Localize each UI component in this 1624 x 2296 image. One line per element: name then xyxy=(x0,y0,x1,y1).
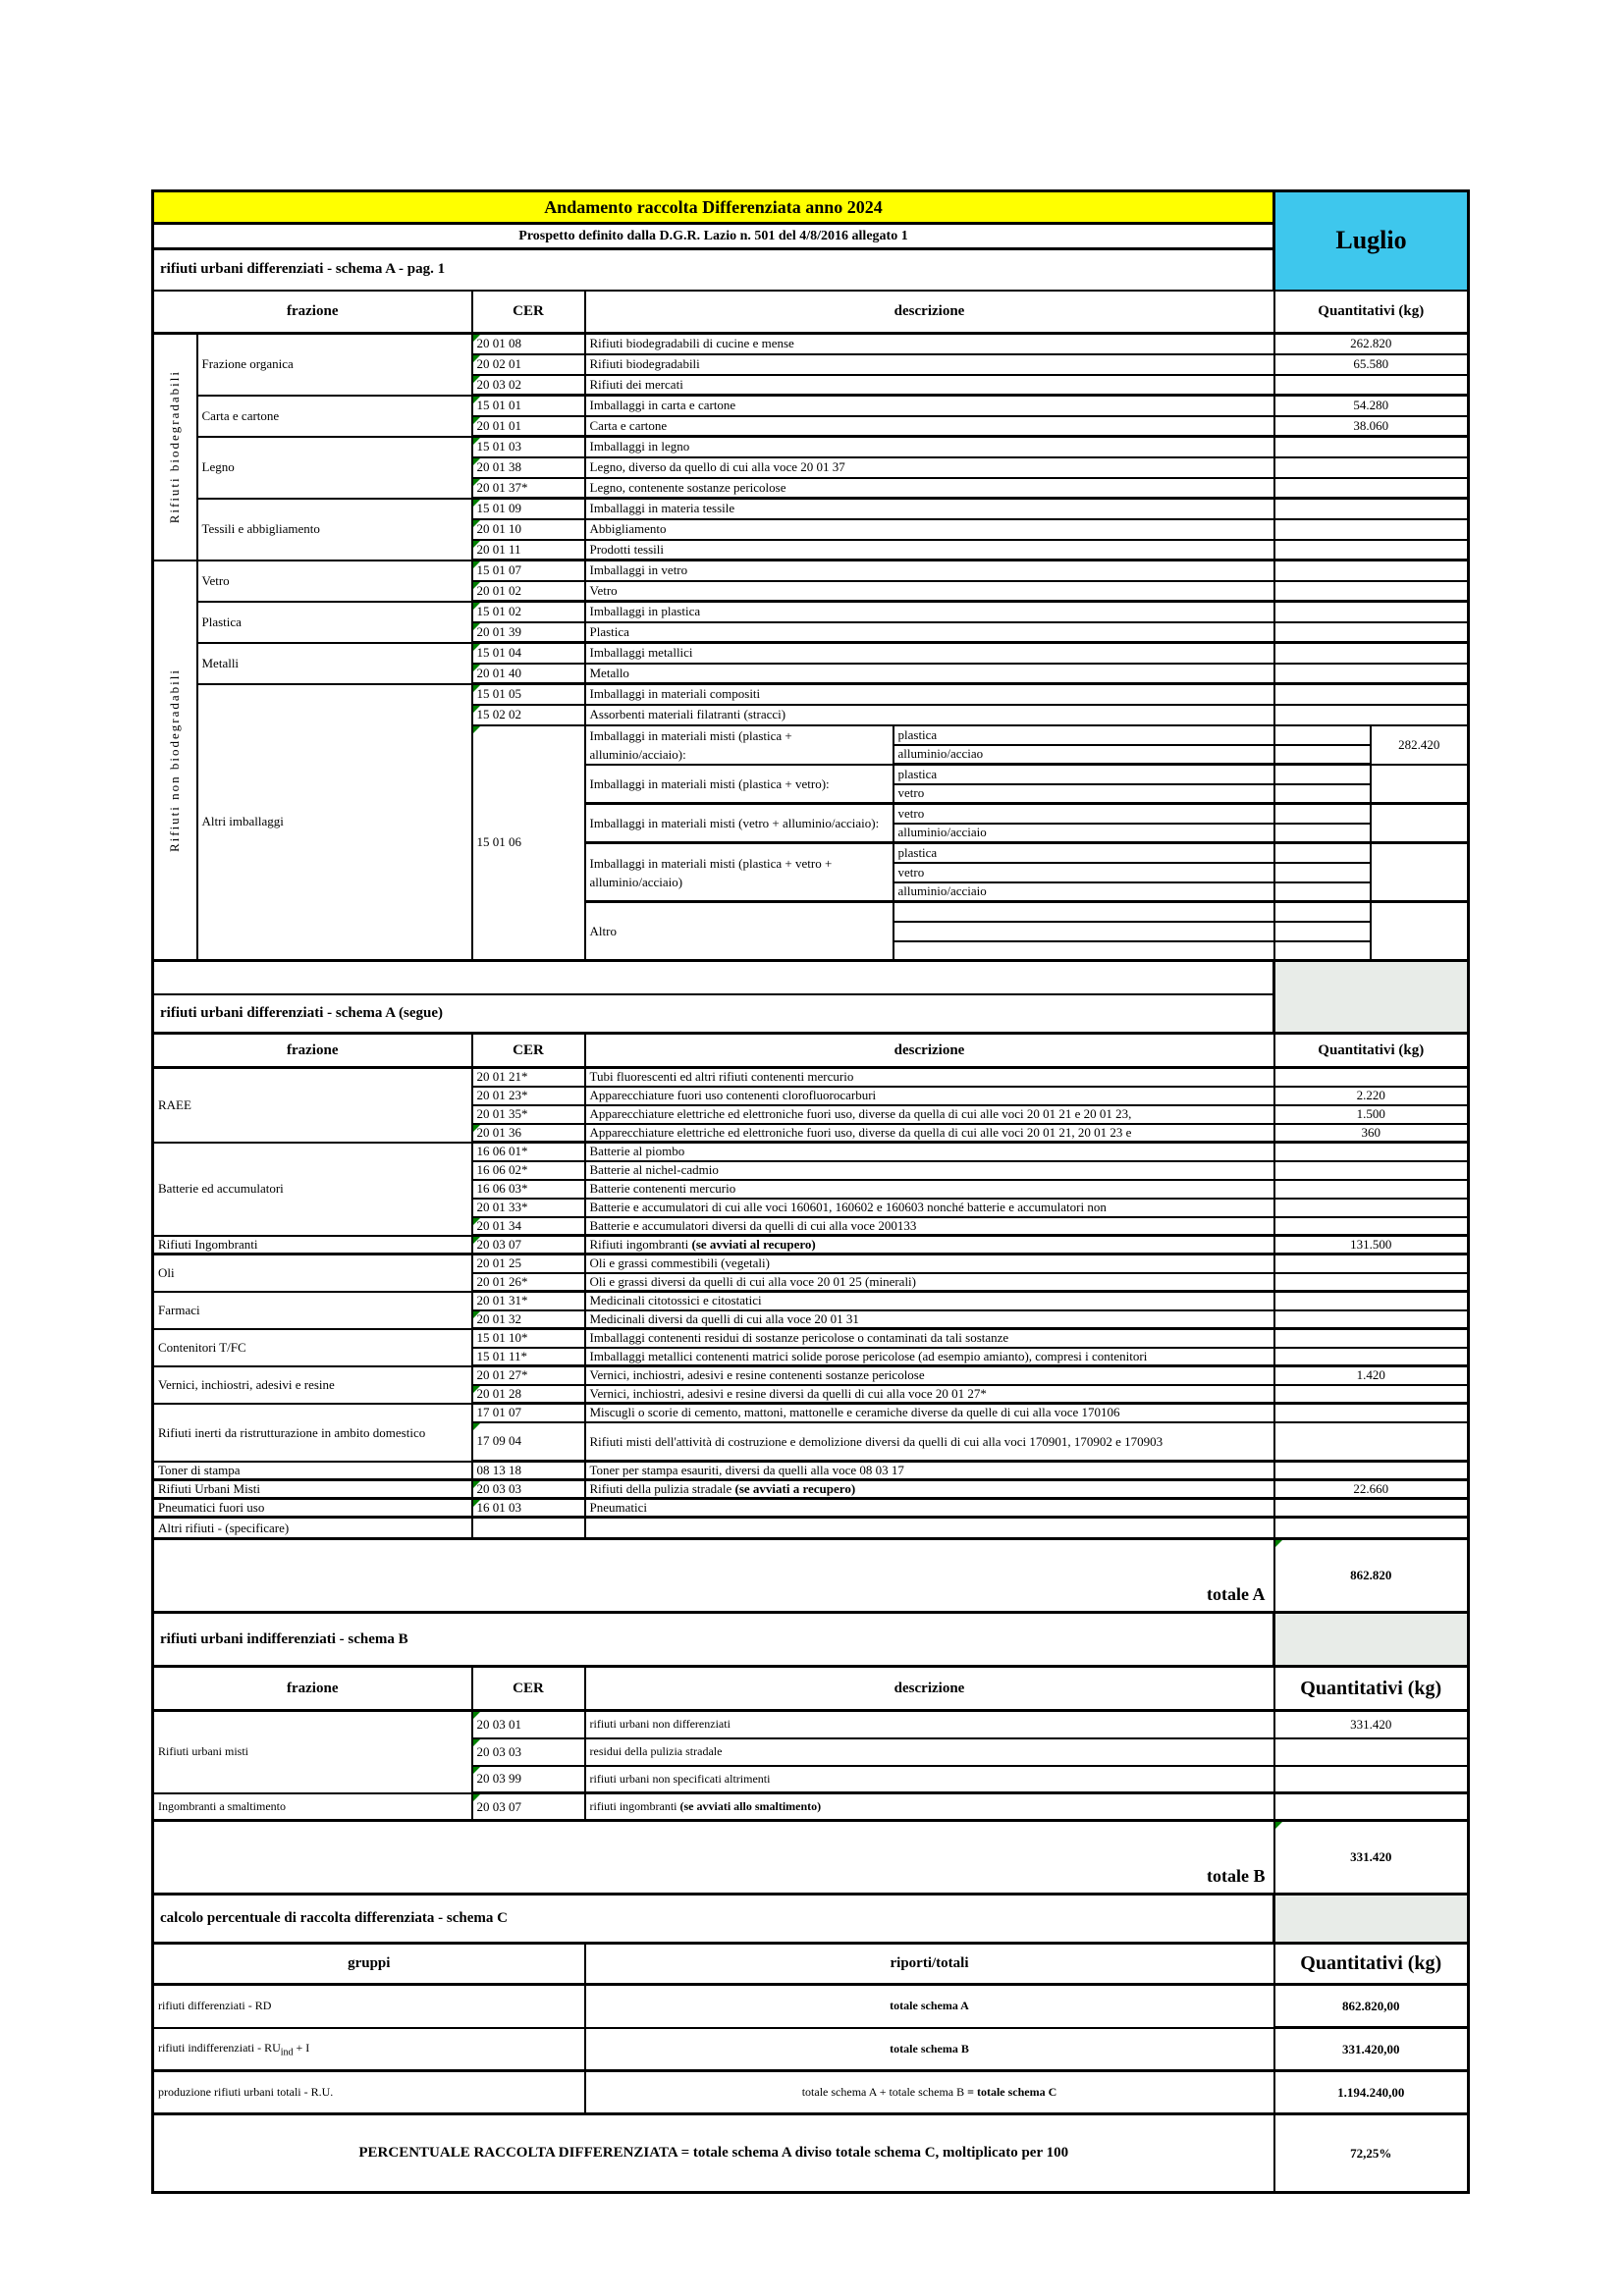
nonbio-vertical-label: Rifiuti non biodegradabili xyxy=(167,667,183,852)
qty-cell: 1.500 xyxy=(1274,1105,1469,1124)
misti-group-label: Altro xyxy=(585,902,893,961)
misti-sub-cell: plastica xyxy=(893,765,1274,784)
qty-cell xyxy=(1274,1255,1469,1273)
desc-cell: Apparecchiature fuori uso contenenti clorofluorocarburi xyxy=(585,1087,1274,1105)
cer-cell: 16 06 01* xyxy=(472,1143,585,1161)
desc-bold-text: (se avviati allo smaltimento) xyxy=(679,1799,822,1813)
cer-cell: 15 01 01 xyxy=(472,396,585,416)
desc-cell: Imballaggi contenenti residui di sostanze pericolose o contaminati da tali sostanze xyxy=(585,1329,1274,1348)
header-frazione: frazione xyxy=(153,291,472,334)
desc-cell: Apparecchiature elettriche ed elettroniche fuori uso, diverse da quella di cui alle voci 20 01 21 e 20 01 23, xyxy=(585,1105,1274,1124)
gruppo-cell: produzione rifiuti urbani totali - R.U. xyxy=(153,2071,585,2114)
cer-cell: 20 01 39 xyxy=(472,622,585,643)
qty-sub-cell xyxy=(1274,804,1371,824)
misti-group-label: Imballaggi in materiali misti (plastica + alluminio/acciaio): xyxy=(585,725,893,765)
header-riporti: riporti/totali xyxy=(585,1944,1274,1985)
cer-cell: 20 01 27* xyxy=(472,1366,585,1385)
desc-cell: Imballaggi in materiali compositi xyxy=(585,684,1274,705)
desc-cell: residui della pulizia stradale xyxy=(585,1738,1274,1766)
cer-cell: 15 02 02 xyxy=(472,705,585,725)
cer-cell: 16 06 02* xyxy=(472,1161,585,1180)
desc-cell: Legno, diverso da quello di cui alla voce 20 01 37 xyxy=(585,457,1274,478)
desc-cell: rifiuti urbani non specificati altrimenti xyxy=(585,1766,1274,1793)
qty-cell: 1.420 xyxy=(1274,1366,1469,1385)
gruppo-subscript: ind xyxy=(280,2046,294,2057)
percentuale-value: 72,25% xyxy=(1274,2114,1469,2193)
cer-cell: 17 09 04 xyxy=(472,1422,585,1462)
schema-a2-title: rifiuti urbani differenziati - schema A (segue) xyxy=(153,994,1274,1034)
desc-cell: Imballaggi in legno xyxy=(585,437,1274,457)
schema-b-titleblock xyxy=(151,1611,1470,1668)
desc-cell: Batterie e accumulatori di cui alle voci 160601, 160602 e 160603 nonché batterie e accumulatori non xyxy=(585,1199,1274,1217)
qty-cell xyxy=(1274,499,1469,519)
riporto-text: totale schema A + totale schema B xyxy=(801,2085,968,2099)
qty-cell xyxy=(1274,540,1469,561)
misti-sub-cell xyxy=(893,941,1274,961)
qty-cell xyxy=(1274,1404,1469,1422)
cer-cell: 20 01 01 xyxy=(472,416,585,437)
desc-cell: Legno, contenente sostanze pericolose xyxy=(585,478,1274,499)
gruppo-cell: rifiuti differenziati - RD xyxy=(153,1985,585,2028)
schema-a1-title: rifiuti urbani differenziati - schema A - pag. 1 xyxy=(153,249,1274,291)
riporto-bold-text: = totale schema C xyxy=(967,2085,1057,2099)
desc-cell: Oli e grassi commestibili (vegetali) xyxy=(585,1255,1274,1273)
qty-cell xyxy=(1274,602,1469,622)
totale-a-value: 862.820 xyxy=(1274,1539,1469,1613)
desc-cell: Metallo xyxy=(585,664,1274,684)
misti-sub-cell: plastica xyxy=(893,843,1274,863)
cer-cell: 20 03 99 xyxy=(472,1766,585,1793)
qty-sub-cell xyxy=(1274,863,1371,882)
qty-cell xyxy=(1274,561,1469,581)
header-gruppi: gruppi xyxy=(153,1944,585,1985)
qty-sub-cell xyxy=(1274,882,1371,902)
cer-cell: 20 03 07 xyxy=(472,1793,585,1821)
desc-text: Rifiuti della pulizia stradale xyxy=(589,1481,735,1496)
misti-sub-cell xyxy=(893,922,1274,941)
gruppo-cell xyxy=(153,2028,585,2071)
bio-vertical-label: Rifiuti biodegradabili xyxy=(167,370,183,524)
qty-sub-cell xyxy=(1274,922,1371,941)
qty-cell xyxy=(1274,1738,1469,1766)
frazione-cell: Altri rifiuti - (specificare) xyxy=(153,1518,472,1539)
qty-cell xyxy=(1274,664,1469,684)
cer-cell-150106: 15 01 06 xyxy=(472,725,585,961)
cer-cell: 20 03 07 xyxy=(472,1236,585,1255)
frazione-cell: Tessili e abbigliamento xyxy=(197,499,472,561)
desc-cell: Vernici, inchiostri, adesivi e resine diversi da quelli di cui alla voce 20 01 27* xyxy=(585,1385,1274,1404)
qty-cell xyxy=(1274,1310,1469,1329)
qty-sub-cell xyxy=(1274,725,1371,745)
qty-cell xyxy=(1274,1329,1469,1348)
qty-cell xyxy=(1274,437,1469,457)
cer-cell: 20 01 37* xyxy=(472,478,585,499)
cer-cell: 20 01 10 xyxy=(472,519,585,540)
qty-cell xyxy=(1274,1068,1469,1087)
qty-cell: 1.194.240,00 xyxy=(1274,2071,1469,2114)
group-label-nonbio xyxy=(153,561,197,961)
cer-cell: 20 01 23* xyxy=(472,1087,585,1105)
schema-c-table xyxy=(151,1942,1470,2194)
qty-cell: 282.420 xyxy=(1371,725,1469,765)
frazione-cell: Ingombranti a smaltimento xyxy=(153,1793,472,1821)
gray-cell xyxy=(1274,1613,1469,1667)
cer-cell: 20 02 01 xyxy=(472,354,585,375)
cer-cell: 20 01 11 xyxy=(472,540,585,561)
gruppo-text: rifiuti indifferenziati - RU xyxy=(158,2040,281,2055)
frazione-cell: Metalli xyxy=(197,643,472,684)
cer-cell: 20 01 36 xyxy=(472,1124,585,1143)
report-title: Andamento raccolta Differenziata anno 2024 xyxy=(153,191,1274,224)
qty-sub-cell xyxy=(1274,902,1371,922)
gruppo-text-after: + I xyxy=(293,2040,310,2055)
desc-cell: Pneumatici xyxy=(585,1499,1274,1518)
header-quantitativi: Quantitativi (kg) xyxy=(1274,291,1469,334)
cer-cell: 20 01 34 xyxy=(472,1217,585,1236)
cer-cell: 20 01 35* xyxy=(472,1105,585,1124)
cer-cell: 20 01 33* xyxy=(472,1199,585,1217)
qty-cell: 65.580 xyxy=(1274,354,1469,375)
frazione-cell: Rifiuti urbani misti xyxy=(153,1711,472,1793)
misti-group-label: Imballaggi in materiali misti (plastica + vetro): xyxy=(585,765,893,804)
header-frazione: frazione xyxy=(153,1034,472,1068)
qty-cell xyxy=(1274,457,1469,478)
desc-cell: Vetro xyxy=(585,581,1274,602)
cer-cell: 15 01 04 xyxy=(472,643,585,664)
totale-b-label: totale B xyxy=(153,1821,1274,1895)
cer-cell: 20 01 26* xyxy=(472,1273,585,1292)
qty-cell xyxy=(1371,902,1469,961)
schema-a2-table xyxy=(151,1032,1470,1614)
qty-cell xyxy=(1274,1793,1469,1821)
cer-cell: 16 01 03 xyxy=(472,1499,585,1518)
qty-cell: 2.220 xyxy=(1274,1087,1469,1105)
cer-cell: 20 03 03 xyxy=(472,1480,585,1499)
desc-cell xyxy=(585,1793,1274,1821)
totale-a-label: totale A xyxy=(153,1539,1274,1613)
cer-cell: 15 01 05 xyxy=(472,684,585,705)
qty-cell: 131.500 xyxy=(1274,1236,1469,1255)
frazione-cell: Carta e cartone xyxy=(197,396,472,437)
header-cer: CER xyxy=(472,291,585,334)
qty-cell: 862.820,00 xyxy=(1274,1985,1469,2028)
desc-cell: Medicinali citotossici e citostatici xyxy=(585,1292,1274,1310)
desc-bold-text: (se avviati al recupero) xyxy=(691,1237,816,1252)
desc-bold-text: (se avviati a recupero) xyxy=(734,1481,856,1496)
qty-cell xyxy=(1274,643,1469,664)
cer-cell: 20 01 25 xyxy=(472,1255,585,1273)
riporto-cell: totale schema A xyxy=(585,1985,1274,2028)
frazione-cell: Rifiuti inerti da ristrutturazione in ambito domestico xyxy=(153,1404,472,1462)
desc-cell: Oli e grassi diversi da quelli di cui alla voce 20 01 25 (minerali) xyxy=(585,1273,1274,1292)
desc-cell: Medicinali diversi da quelli di cui alla voce 20 01 31 xyxy=(585,1310,1274,1329)
qty-cell xyxy=(1274,1180,1469,1199)
qty-cell xyxy=(1274,1348,1469,1366)
qty-cell: 360 xyxy=(1274,1124,1469,1143)
totale-b-value: 331.420 xyxy=(1274,1821,1469,1895)
report-subtitle: Prospetto definito dalla D.G.R. Lazio n. 501 del 4/8/2016 allegato 1 xyxy=(153,224,1274,249)
header-cer: CER xyxy=(472,1667,585,1711)
cer-cell: 20 03 03 xyxy=(472,1738,585,1766)
qty-cell xyxy=(1274,1499,1469,1518)
desc-cell: Rifiuti dei mercati xyxy=(585,375,1274,396)
cer-cell: 20 01 08 xyxy=(472,334,585,354)
schema-c-title: calcolo percentuale di raccolta differenziata - schema C xyxy=(153,1895,1274,1944)
report-sheet xyxy=(151,189,1469,2194)
frazione-cell: Toner di stampa xyxy=(153,1462,472,1480)
frazione-cell: Legno xyxy=(197,437,472,499)
desc-cell: Plastica xyxy=(585,622,1274,643)
qty-cell: 38.060 xyxy=(1274,416,1469,437)
desc-cell: Rifiuti misti dell'attività di costruzione e demolizione diversi da quelli di cui alla voci 170901, 170902 e 170903 xyxy=(585,1422,1274,1462)
desc-cell: Batterie e accumulatori diversi da quelli di cui alla voce 200133 xyxy=(585,1217,1274,1236)
gray-cell xyxy=(1274,1895,1469,1944)
cer-cell: 15 01 02 xyxy=(472,602,585,622)
qty-cell xyxy=(1274,684,1469,705)
cer-cell: 20 01 40 xyxy=(472,664,585,684)
frazione-cell: Contenitori T/FC xyxy=(153,1329,472,1366)
group-label-bio xyxy=(153,334,197,561)
qty-cell xyxy=(1274,1217,1469,1236)
schema-c-titleblock xyxy=(151,1893,1470,1945)
qty-cell xyxy=(1274,1292,1469,1310)
frazione-cell: Farmaci xyxy=(153,1292,472,1329)
qty-cell xyxy=(1274,1161,1469,1180)
misti-sub-cell: alluminio/acciao xyxy=(893,745,1274,765)
qty-cell xyxy=(1274,1385,1469,1404)
misti-sub-cell: alluminio/acciaio xyxy=(893,882,1274,902)
desc-cell: Rifiuti biodegradabili di cucine e mense xyxy=(585,334,1274,354)
desc-cell: Batterie al nichel-cadmio xyxy=(585,1161,1274,1180)
schema-b-table xyxy=(151,1665,1470,1896)
qty-cell xyxy=(1274,1143,1469,1161)
month-cell: Luglio xyxy=(1274,191,1469,291)
cer-cell: 20 01 21* xyxy=(472,1068,585,1087)
desc-cell: rifiuti urbani non differenziati xyxy=(585,1711,1274,1738)
cer-cell: 15 01 11* xyxy=(472,1348,585,1366)
frazione-cell: Frazione organica xyxy=(197,334,472,396)
desc-cell: Apparecchiature elettriche ed elettroniche fuori uso, diverse da quella di cui alle voci 20 01 21, 20 01 23 e xyxy=(585,1124,1274,1143)
empty-row xyxy=(153,961,1274,994)
qty-cell xyxy=(1274,1518,1469,1539)
qty-cell xyxy=(1274,1766,1469,1793)
cer-cell: 20 01 31* xyxy=(472,1292,585,1310)
desc-cell: Imballaggi metallici contenenti matrici solide porose pericolose (ad esempio amianto), compresi i contenitori xyxy=(585,1348,1274,1366)
gray-cell xyxy=(1274,961,1469,1034)
qty-cell: 331.420,00 xyxy=(1274,2028,1469,2071)
cer-cell: 20 01 28 xyxy=(472,1385,585,1404)
qty-cell xyxy=(1274,478,1469,499)
desc-text: Rifiuti ingombranti xyxy=(589,1237,692,1252)
cer-cell: 20 01 32 xyxy=(472,1310,585,1329)
qty-cell xyxy=(1274,375,1469,396)
qty-sub-cell xyxy=(1274,745,1371,765)
frazione-cell: RAEE xyxy=(153,1068,472,1143)
desc-text: rifiuti ingombranti xyxy=(589,1799,680,1813)
desc-cell: Imballaggi in carta e cartone xyxy=(585,396,1274,416)
misti-sub-cell: vetro xyxy=(893,804,1274,824)
desc-cell: Rifiuti biodegradabili xyxy=(585,354,1274,375)
desc-cell: Prodotti tessili xyxy=(585,540,1274,561)
cer-cell xyxy=(472,1518,585,1539)
desc-cell: Assorbenti materiali filatranti (stracci) xyxy=(585,705,1274,725)
frazione-cell: Vetro xyxy=(197,561,472,602)
cer-cell: 20 01 02 xyxy=(472,581,585,602)
misti-sub-cell: vetro xyxy=(893,784,1274,804)
cer-cell: 15 01 09 xyxy=(472,499,585,519)
frazione-cell: Vernici, inchiostri, adesivi e resine xyxy=(153,1366,472,1404)
qty-cell: 331.420 xyxy=(1274,1711,1469,1738)
misti-group-label: Imballaggi in materiali misti (plastica + vetro + alluminio/acciaio) xyxy=(585,843,893,902)
frazione-cell: Oli xyxy=(153,1255,472,1292)
misti-sub-cell: alluminio/acciaio xyxy=(893,824,1274,843)
cer-cell: 15 01 03 xyxy=(472,437,585,457)
header-descrizione: descrizione xyxy=(585,291,1274,334)
header-quantitativi: Quantitativi (kg) xyxy=(1274,1667,1469,1711)
desc-cell: Batterie contenenti mercurio xyxy=(585,1180,1274,1199)
qty-sub-cell xyxy=(1274,941,1371,961)
desc-cell: Imballaggi metallici xyxy=(585,643,1274,664)
qty-cell: 22.660 xyxy=(1274,1480,1469,1499)
schema-a1-table xyxy=(151,189,1470,962)
frazione-cell: Altri imballaggi xyxy=(197,684,472,961)
frazione-cell: Plastica xyxy=(197,602,472,643)
desc-cell: Imballaggi in vetro xyxy=(585,561,1274,581)
header-descrizione: descrizione xyxy=(585,1667,1274,1711)
qty-cell xyxy=(1274,622,1469,643)
qty-cell xyxy=(1371,804,1469,843)
cer-cell: 20 01 38 xyxy=(472,457,585,478)
cer-cell: 17 01 07 xyxy=(472,1404,585,1422)
qty-cell xyxy=(1274,1199,1469,1217)
misti-group-label: Imballaggi in materiali misti (vetro + alluminio/acciaio): xyxy=(585,804,893,843)
qty-sub-cell xyxy=(1274,824,1371,843)
misti-sub-cell xyxy=(893,902,1274,922)
qty-sub-cell xyxy=(1274,784,1371,804)
cer-cell: 08 13 18 xyxy=(472,1462,585,1480)
qty-cell: 262.820 xyxy=(1274,334,1469,354)
qty-sub-cell xyxy=(1274,765,1371,784)
frazione-cell: Rifiuti Urbani Misti xyxy=(153,1480,472,1499)
header-descrizione: descrizione xyxy=(585,1034,1274,1068)
qty-cell: 54.280 xyxy=(1274,396,1469,416)
qty-cell xyxy=(1274,705,1469,725)
qty-cell xyxy=(1274,1422,1469,1462)
frazione-cell: Rifiuti Ingombranti xyxy=(153,1236,472,1255)
header-quantitativi: Quantitativi (kg) xyxy=(1274,1034,1469,1068)
frazione-cell: Batterie ed accumulatori xyxy=(153,1143,472,1236)
percentuale-label: PERCENTUALE RACCOLTA DIFFERENZIATA = totale schema A diviso totale schema C, moltiplicato per 100 xyxy=(153,2114,1274,2193)
header-frazione: frazione xyxy=(153,1667,472,1711)
schema-a2-titleblock xyxy=(151,959,1470,1035)
misti-sub-cell: plastica xyxy=(893,725,1274,745)
qty-cell xyxy=(1274,1273,1469,1292)
header-quantitativi: Quantitativi (kg) xyxy=(1274,1944,1469,1985)
desc-cell xyxy=(585,1236,1274,1255)
desc-cell: Imballaggi in plastica xyxy=(585,602,1274,622)
desc-cell: Batterie al piombo xyxy=(585,1143,1274,1161)
frazione-cell: Pneumatici fuori uso xyxy=(153,1499,472,1518)
qty-cell xyxy=(1371,765,1469,804)
qty-cell xyxy=(1371,843,1469,902)
desc-cell: Vernici, inchiostri, adesivi e resine contenenti sostanze pericolose xyxy=(585,1366,1274,1385)
schema-b-title: rifiuti urbani indifferenziati - schema B xyxy=(153,1613,1274,1667)
cer-cell: 15 01 10* xyxy=(472,1329,585,1348)
cer-cell: 16 06 03* xyxy=(472,1180,585,1199)
qty-cell xyxy=(1274,519,1469,540)
desc-cell: Carta e cartone xyxy=(585,416,1274,437)
desc-cell: Abbigliamento xyxy=(585,519,1274,540)
misti-sub-cell: vetro xyxy=(893,863,1274,882)
qty-cell xyxy=(1274,1462,1469,1480)
riporto-cell: totale schema B xyxy=(585,2028,1274,2071)
qty-sub-cell xyxy=(1274,843,1371,863)
qty-cell xyxy=(1274,581,1469,602)
desc-cell: Tubi fluorescenti ed altri rifiuti contenenti mercurio xyxy=(585,1068,1274,1087)
desc-cell xyxy=(585,1480,1274,1499)
riporto-cell xyxy=(585,2071,1274,2114)
desc-cell: Imballaggi in materia tessile xyxy=(585,499,1274,519)
desc-cell xyxy=(585,1518,1274,1539)
cer-cell: 20 03 01 xyxy=(472,1711,585,1738)
cer-cell: 20 03 02 xyxy=(472,375,585,396)
desc-cell: Toner per stampa esauriti, diversi da quelli alla voce 08 03 17 xyxy=(585,1462,1274,1480)
desc-cell: Miscugli o scorie di cemento, mattoni, mattonelle e ceramiche diverse da quelle di cui alla voce 170106 xyxy=(585,1404,1274,1422)
cer-cell: 15 01 07 xyxy=(472,561,585,581)
header-cer: CER xyxy=(472,1034,585,1068)
